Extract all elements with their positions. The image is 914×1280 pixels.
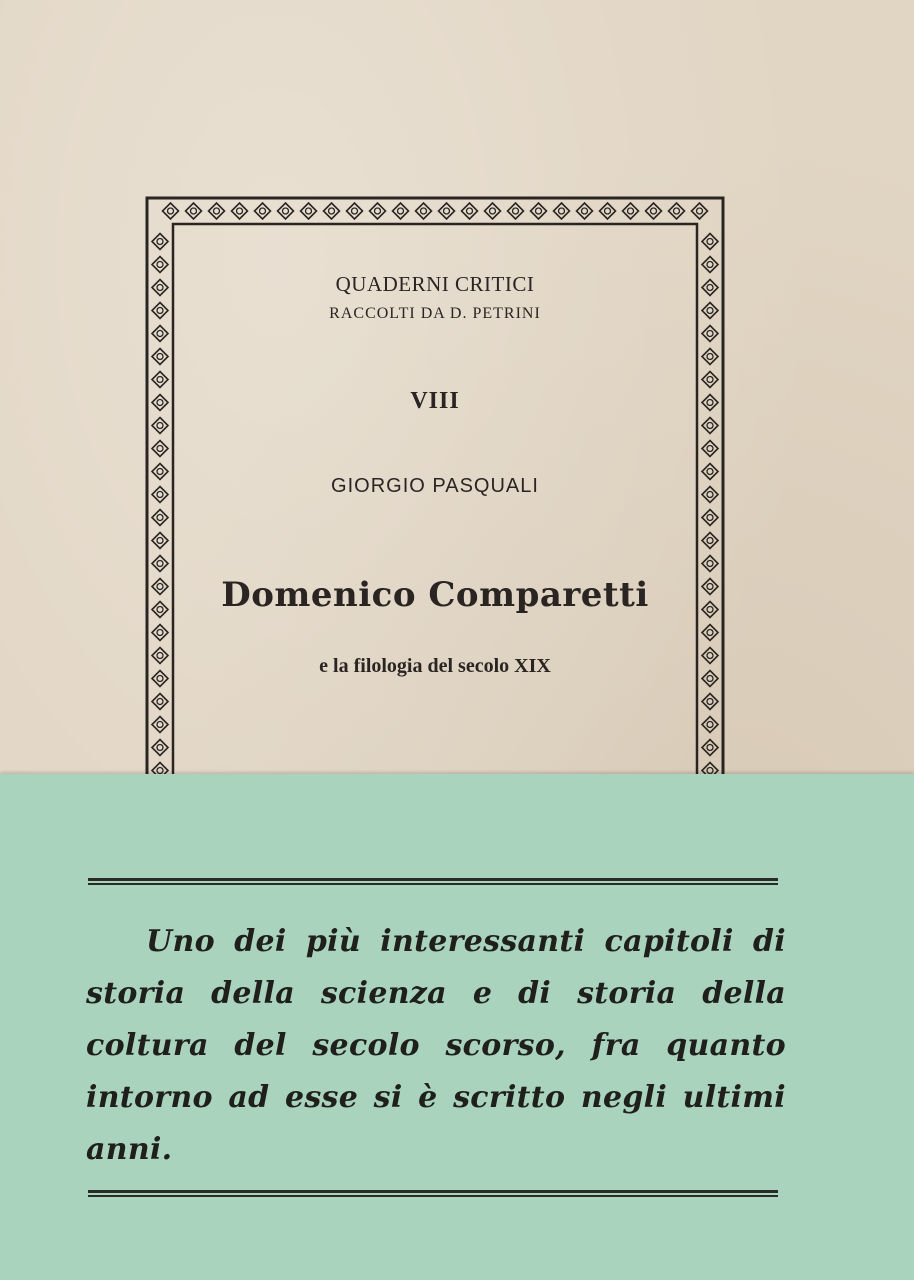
book-subtitle: e la filologia del secolo XIX bbox=[319, 655, 551, 677]
promotional-band bbox=[0, 774, 914, 1280]
series-title: QUADERNI CRITICI bbox=[335, 272, 535, 296]
blurb-text: Uno dei più interessanti capitoli di storia della scienza e di storia della coltura del secolo scorso, fra quanto intorno ad esse si è scritto negli ultimi anni. bbox=[86, 924, 786, 1167]
top-rule bbox=[88, 878, 778, 885]
volume-number: VIII bbox=[410, 388, 460, 414]
bottom-rule bbox=[88, 1190, 778, 1197]
author-name: GIORGIO PASQUALI bbox=[331, 475, 539, 497]
series-editor: RACCOLTI DA D. PETRINI bbox=[329, 305, 541, 322]
book-title: Domenico Comparetti bbox=[221, 575, 649, 615]
